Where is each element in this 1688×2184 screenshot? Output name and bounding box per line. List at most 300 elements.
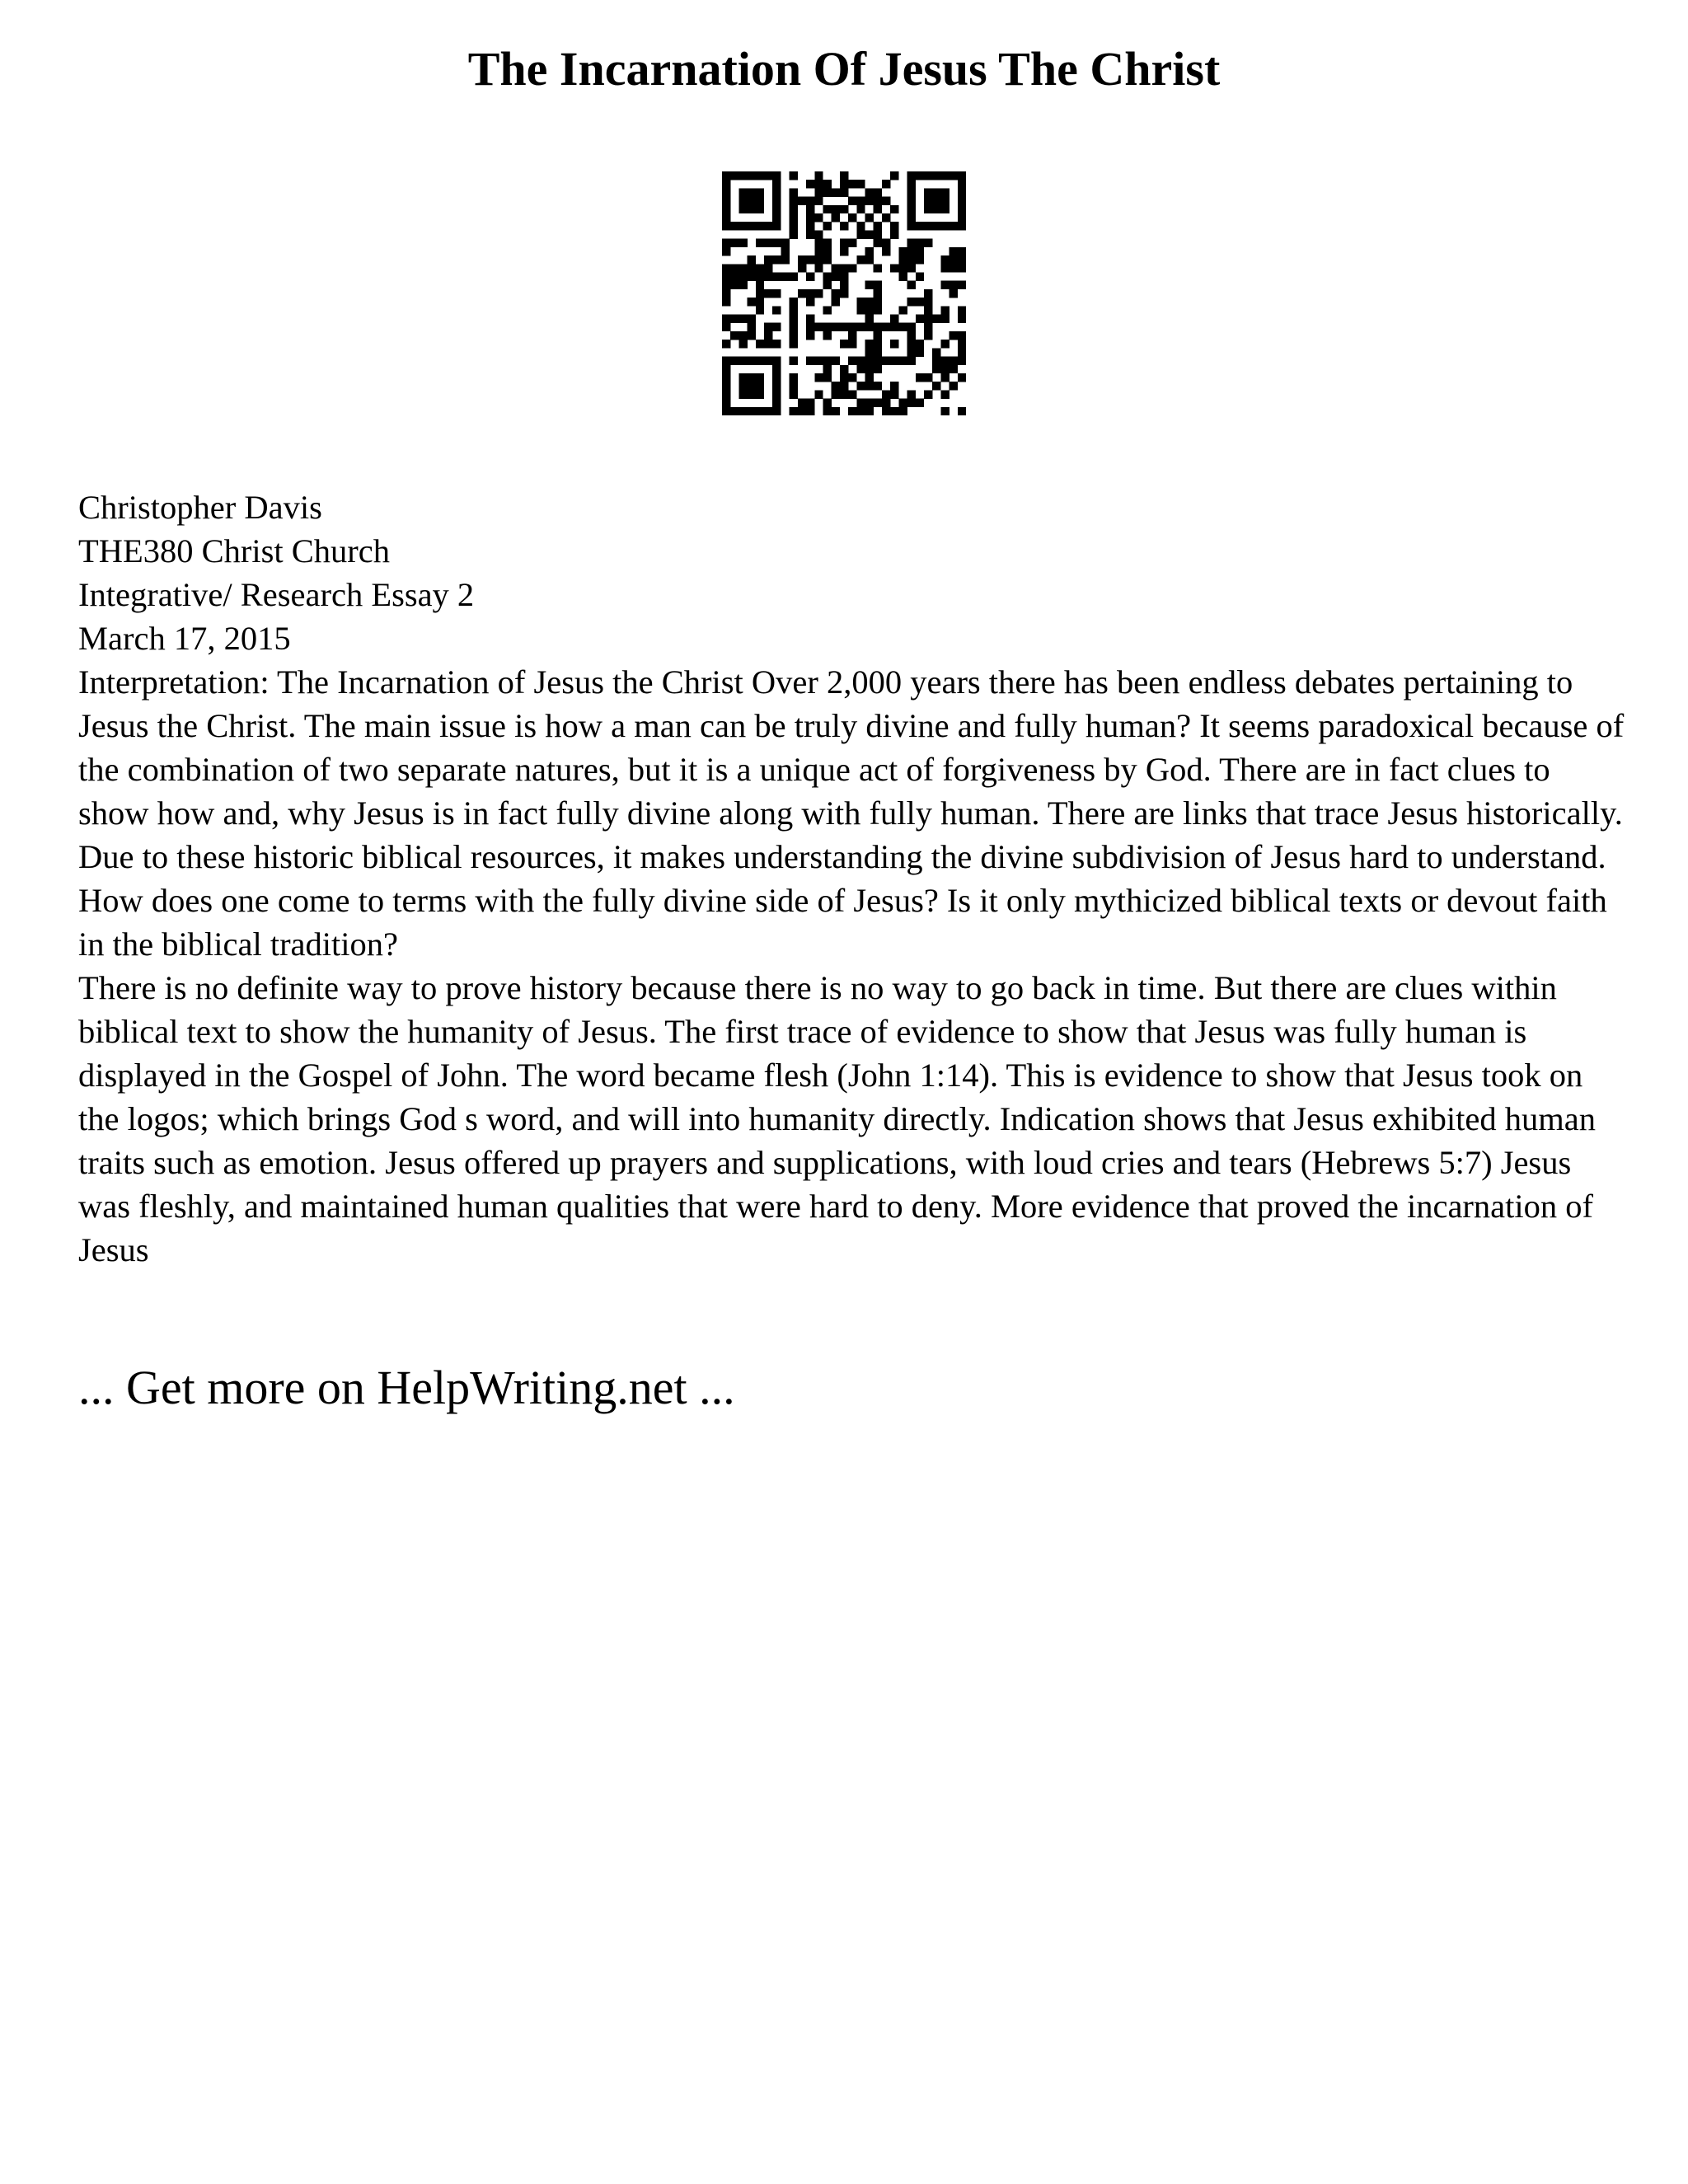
qr-module <box>823 247 831 255</box>
qr-module <box>958 331 966 340</box>
qr-module <box>814 247 823 255</box>
qr-module <box>924 239 932 247</box>
qr-module <box>823 306 831 314</box>
qr-module <box>781 239 789 247</box>
qr-module <box>907 298 916 306</box>
qr-module <box>730 272 738 280</box>
qr-module <box>772 205 781 213</box>
qr-module <box>814 171 823 180</box>
qr-module <box>865 306 874 314</box>
qr-module <box>730 239 738 247</box>
qr-module <box>882 390 890 398</box>
qr-module <box>756 407 764 415</box>
qr-module <box>958 315 966 323</box>
qr-module <box>874 331 882 340</box>
qr-module <box>950 264 958 272</box>
qr-module <box>958 306 966 314</box>
qr-module <box>748 357 756 365</box>
qr-module <box>932 222 940 230</box>
qr-module <box>940 171 949 180</box>
qr-module <box>840 289 848 298</box>
qr-module <box>756 382 764 390</box>
qr-module <box>924 373 932 382</box>
qr-module <box>814 213 823 222</box>
qr-module <box>907 213 916 222</box>
qr-module <box>748 255 756 264</box>
qr-module <box>882 239 890 247</box>
qr-module <box>722 298 730 306</box>
qr-module <box>823 323 831 331</box>
qr-module <box>848 390 856 398</box>
qr-module <box>764 323 772 331</box>
qr-module <box>722 222 730 230</box>
qr-module <box>916 239 924 247</box>
qr-module <box>798 264 806 272</box>
qr-module <box>924 306 932 314</box>
qr-module <box>756 188 764 196</box>
qr-module <box>882 213 890 222</box>
qr-module <box>907 399 916 407</box>
qr-module <box>958 340 966 348</box>
qr-module <box>856 255 865 264</box>
qr-module <box>907 188 916 196</box>
qr-module <box>730 357 738 365</box>
qr-module <box>798 399 806 407</box>
qr-module <box>730 281 738 289</box>
qr-module <box>958 281 966 289</box>
qr-module <box>874 222 882 230</box>
qr-module <box>907 171 916 180</box>
qr-module <box>772 289 781 298</box>
qr-module <box>738 382 747 390</box>
qr-module <box>756 205 764 213</box>
qr-module <box>738 340 747 348</box>
qr-module <box>958 348 966 356</box>
qr-module <box>748 264 756 272</box>
qr-module <box>898 407 907 415</box>
qr-module <box>924 205 932 213</box>
qr-module <box>848 407 856 415</box>
qr-module <box>890 340 898 348</box>
qr-module <box>890 323 898 331</box>
qr-module <box>756 357 764 365</box>
qr-module <box>916 373 924 382</box>
qr-module <box>823 407 831 415</box>
qr-module <box>814 390 823 398</box>
qr-module <box>907 348 916 356</box>
qr-module <box>738 264 747 272</box>
qr-module <box>772 197 781 205</box>
qr-module <box>924 289 932 298</box>
qr-module <box>874 188 882 196</box>
qr-module <box>764 340 772 348</box>
paragraph-1: Interpretation: The Incarnation of Jesus the Christ Over 2,000 years there has been endless debates pertaining to Jesus the Christ. The main issue is how a man can be truly divine and fully human? It seems paradoxical because of the combination of two separate natures, but it is a unique act of forgiveness by God. There are in fact clues to show how and, why Jesus is in fact fully divine along with fully human. There are links that trace Jesus historically. Due to these historic biblical resources, it makes understanding the divine subdivision of Jesus hard to understand. How does one come to terms with the fully divine side of Jesus? Is it only mythicized biblical texts or devout faith in the biblical tradition? <box>78 663 1625 963</box>
qr-module <box>790 171 798 180</box>
qr-module <box>722 340 730 348</box>
qr-module <box>832 205 840 213</box>
qr-module <box>848 239 856 247</box>
qr-module <box>856 399 865 407</box>
qr-module <box>840 382 848 390</box>
qr-module <box>907 340 916 348</box>
qr-module <box>958 197 966 205</box>
author-name: Christopher Davis <box>78 489 322 526</box>
qr-module <box>848 357 856 365</box>
qr-module <box>950 255 958 264</box>
qr-module <box>814 180 823 188</box>
qr-module <box>940 407 949 415</box>
qr-module <box>882 399 890 407</box>
qr-module <box>790 205 798 213</box>
qr-module <box>840 373 848 382</box>
qr-module <box>874 298 882 306</box>
qr-module <box>772 255 781 264</box>
qr-module <box>856 222 865 230</box>
qr-module <box>840 323 848 331</box>
qr-module <box>907 222 916 230</box>
qr-module <box>950 331 958 340</box>
qr-module <box>882 247 890 255</box>
qr-module <box>907 247 916 255</box>
qr-module <box>764 171 772 180</box>
qr-module <box>940 197 949 205</box>
qr-module <box>738 281 747 289</box>
qr-module <box>790 340 798 348</box>
qr-module <box>823 331 831 340</box>
qr-module <box>764 239 772 247</box>
qr-module <box>874 230 882 238</box>
qr-module <box>865 323 874 331</box>
qr-module <box>882 197 890 205</box>
qr-module <box>940 222 949 230</box>
qr-module <box>730 171 738 180</box>
qr-module <box>823 272 831 280</box>
qr-module <box>950 247 958 255</box>
qr-module <box>772 239 781 247</box>
qr-module <box>932 171 940 180</box>
qr-module <box>874 348 882 356</box>
qr-module <box>823 188 831 196</box>
qr-module <box>806 331 814 340</box>
qr-module <box>756 281 764 289</box>
qr-module <box>748 382 756 390</box>
qr-module <box>722 205 730 213</box>
qr-module <box>950 365 958 373</box>
qr-module <box>932 365 940 373</box>
qr-module <box>848 180 856 188</box>
qr-module <box>950 357 958 365</box>
qr-module <box>832 264 840 272</box>
qr-module <box>958 205 966 213</box>
qr-module <box>748 373 756 382</box>
qr-module <box>865 407 874 415</box>
qr-module <box>772 390 781 398</box>
qr-module <box>738 239 747 247</box>
qr-module <box>814 255 823 264</box>
qr-module <box>722 373 730 382</box>
qr-module <box>950 289 958 298</box>
qr-module <box>874 306 882 314</box>
qr-module <box>806 272 814 280</box>
qr-module <box>832 272 840 280</box>
qr-module <box>814 373 823 382</box>
qr-module <box>756 298 764 306</box>
qr-module <box>790 323 798 331</box>
qr-module <box>722 180 730 188</box>
qr-module <box>806 407 814 415</box>
qr-module <box>790 298 798 306</box>
qr-module <box>823 373 831 382</box>
qr-module <box>738 357 747 365</box>
qr-module <box>756 340 764 348</box>
qr-module <box>806 399 814 407</box>
get-more-link[interactable]: ... Get more on HelpWriting.net ... <box>78 1361 735 1414</box>
qr-module <box>848 264 856 272</box>
qr-module <box>874 323 882 331</box>
qr-module <box>781 255 789 264</box>
qr-module <box>865 382 874 390</box>
qr-module <box>790 188 798 196</box>
qr-module <box>907 281 916 289</box>
qr-module <box>730 407 738 415</box>
qr-module <box>898 357 907 365</box>
qr-module <box>898 399 907 407</box>
qr-module <box>823 357 831 365</box>
qr-module <box>722 247 730 255</box>
qr-module <box>722 323 730 331</box>
qr-module <box>916 272 924 280</box>
qr-module <box>932 348 940 356</box>
qr-module <box>856 357 865 365</box>
qr-module <box>924 331 932 340</box>
qr-module <box>840 340 848 348</box>
qr-module <box>840 264 848 272</box>
qr-module <box>722 315 730 323</box>
qr-module <box>856 323 865 331</box>
qr-module <box>722 188 730 196</box>
qr-module <box>958 188 966 196</box>
qr-module <box>772 188 781 196</box>
qr-module <box>958 407 966 415</box>
qr-module <box>756 306 764 314</box>
qr-module <box>940 365 949 373</box>
qr-module <box>806 222 814 230</box>
qr-module <box>722 197 730 205</box>
qr-module <box>907 239 916 247</box>
qr-module <box>772 323 781 331</box>
qr-module <box>916 399 924 407</box>
qr-module <box>722 382 730 390</box>
qr-module <box>748 390 756 398</box>
qr-module <box>916 171 924 180</box>
qr-module <box>916 315 924 323</box>
qr-module <box>832 289 840 298</box>
qr-module <box>806 255 814 264</box>
qr-module <box>764 357 772 365</box>
qr-module <box>756 264 764 272</box>
qr-module <box>940 255 949 264</box>
qr-module <box>832 357 840 365</box>
qr-module <box>772 340 781 348</box>
qr-module <box>738 315 747 323</box>
qr-module <box>840 390 848 398</box>
qr-module <box>748 323 756 331</box>
qr-module <box>924 222 932 230</box>
qr-module <box>940 373 949 382</box>
qr-module <box>924 298 932 306</box>
qr-module <box>798 255 806 264</box>
qr-module <box>840 247 848 255</box>
qr-module <box>865 188 874 196</box>
qr-module <box>832 323 840 331</box>
qr-module <box>874 365 882 373</box>
qr-module <box>874 399 882 407</box>
qr-module <box>790 222 798 230</box>
qr-module <box>940 306 949 314</box>
qr-module <box>722 281 730 289</box>
paragraph-2: There is no definite way to prove history because there is no way to go back in time. But there are clues within biblical text to show the humanity of Jesus. The first trace of evidence to show that Jesus was fully human is displayed in the Gospel of John. The word became flesh (John 1:14). This is evidence to show that Jesus took on the logos; which brings God s word, and will into humanity directly. Indication shows that Jesus exhibited human traits such as emotion. Jesus offered up prayers and supplications, with loud cries and tears (Hebrews 5:7) Jesus was fleshly, and maintained human qualities that were hard to deny. More evidence that proved the incarnation of Jesus <box>78 969 1597 1268</box>
qr-module <box>916 348 924 356</box>
qr-module <box>840 171 848 180</box>
qr-module <box>958 373 966 382</box>
qr-module <box>790 230 798 238</box>
qr-module <box>940 188 949 196</box>
qr-module <box>907 197 916 205</box>
qr-module <box>722 289 730 298</box>
qr-module <box>756 197 764 205</box>
qr-module <box>738 197 747 205</box>
qr-module <box>748 407 756 415</box>
qr-module <box>790 272 798 280</box>
qr-module <box>756 171 764 180</box>
qr-module <box>806 230 814 238</box>
qr-module <box>840 365 848 373</box>
qr-module <box>848 323 856 331</box>
qr-module <box>856 197 865 205</box>
qr-module <box>950 281 958 289</box>
qr-module <box>865 365 874 373</box>
qr-module <box>738 331 747 340</box>
qr-module <box>890 171 898 180</box>
qr-module <box>890 315 898 323</box>
qr-module <box>814 357 823 365</box>
qr-module <box>814 323 823 331</box>
qr-module <box>840 180 848 188</box>
qr-module <box>874 197 882 205</box>
qr-module <box>958 180 966 188</box>
qr-module <box>730 264 738 272</box>
qr-module <box>772 365 781 373</box>
qr-module <box>738 373 747 382</box>
qr-module <box>890 205 898 213</box>
qr-module <box>806 357 814 365</box>
qr-module <box>890 264 898 272</box>
qr-module <box>848 213 856 222</box>
qr-module <box>772 180 781 188</box>
qr-module <box>748 171 756 180</box>
qr-module <box>898 323 907 331</box>
qr-module <box>790 213 798 222</box>
qr-module <box>856 382 865 390</box>
qr-module <box>907 331 916 340</box>
qr-module <box>722 171 730 180</box>
qr-module <box>764 264 772 272</box>
qr-module <box>950 171 958 180</box>
qr-module <box>958 255 966 264</box>
qr-module <box>932 382 940 390</box>
qr-module <box>848 331 856 340</box>
qr-module <box>756 272 764 280</box>
qr-module <box>916 222 924 230</box>
qr-module <box>798 197 806 205</box>
qr-module <box>823 205 831 213</box>
qr-module <box>865 247 874 255</box>
qr-module <box>916 247 924 255</box>
qr-module <box>764 222 772 230</box>
qr-module <box>958 357 966 365</box>
qr-module <box>823 239 831 247</box>
qr-module <box>874 205 882 213</box>
qr-module <box>738 390 747 398</box>
qr-module <box>722 365 730 373</box>
qr-module <box>932 315 940 323</box>
qr-module <box>772 373 781 382</box>
qr-module <box>898 264 907 272</box>
qr-module <box>814 289 823 298</box>
qr-module <box>874 264 882 272</box>
qr-module <box>916 340 924 348</box>
qr-module <box>874 289 882 298</box>
qr-module <box>958 222 966 230</box>
qr-module <box>772 272 781 280</box>
qr-module <box>764 255 772 264</box>
qr-module <box>932 205 940 213</box>
qr-module <box>722 264 730 272</box>
qr-module <box>806 213 814 222</box>
qr-module <box>950 382 958 390</box>
qr-module <box>748 205 756 213</box>
qr-module <box>823 365 831 373</box>
qr-module <box>730 222 738 230</box>
qr-module <box>756 373 764 382</box>
qr-module <box>932 197 940 205</box>
qr-module <box>865 340 874 348</box>
qr-module <box>848 373 856 382</box>
qr-module <box>772 213 781 222</box>
qr-module <box>907 390 916 398</box>
qr-module <box>823 399 831 407</box>
qr-module <box>832 390 840 398</box>
qr-code-image <box>722 171 966 415</box>
qr-module <box>730 315 738 323</box>
qr-module <box>856 230 865 238</box>
qr-module <box>722 239 730 247</box>
qr-module <box>748 331 756 340</box>
qr-module <box>790 331 798 340</box>
qr-module <box>940 281 949 289</box>
qr-module <box>907 255 916 264</box>
qr-module <box>748 197 756 205</box>
qr-module <box>748 315 756 323</box>
qr-module <box>924 171 932 180</box>
qr-module <box>958 213 966 222</box>
qr-module <box>722 390 730 398</box>
qr-module <box>874 382 882 390</box>
qr-module <box>865 298 874 306</box>
qr-module <box>722 357 730 365</box>
qr-module <box>772 399 781 407</box>
qr-module <box>898 255 907 264</box>
